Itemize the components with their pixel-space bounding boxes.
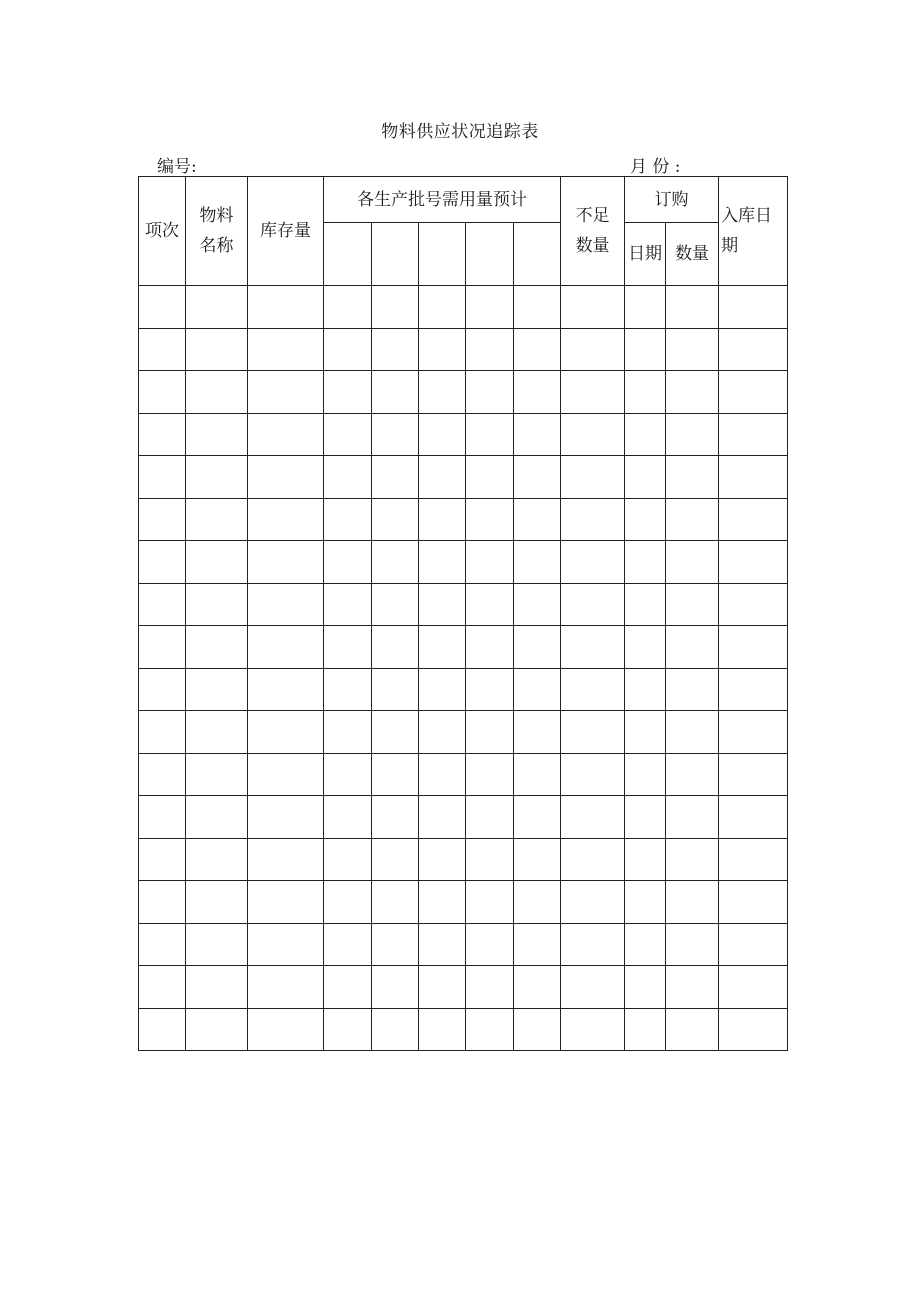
cell-order-qty[interactable] xyxy=(666,541,719,584)
cell-batch-3[interactable] xyxy=(419,753,466,796)
cell-batch-3[interactable] xyxy=(419,881,466,924)
cell-stock[interactable] xyxy=(248,328,324,371)
cell-batch-4[interactable] xyxy=(466,923,514,966)
cell-item-no[interactable] xyxy=(139,796,186,839)
cell-batch-5[interactable] xyxy=(514,668,561,711)
cell-batch-5[interactable] xyxy=(514,711,561,754)
cell-arrival-date[interactable] xyxy=(719,711,788,754)
cell-material-name[interactable] xyxy=(186,838,248,881)
cell-batch-3[interactable] xyxy=(419,966,466,1009)
table-row xyxy=(139,881,788,924)
cell-shortage[interactable] xyxy=(561,923,625,966)
cell-shortage[interactable] xyxy=(561,668,625,711)
cell-batch-4[interactable] xyxy=(466,583,514,626)
header-batch-3 xyxy=(419,223,466,286)
cell-batch-2[interactable] xyxy=(372,1008,419,1051)
cell-batch-1[interactable] xyxy=(324,753,372,796)
cell-batch-4[interactable] xyxy=(466,541,514,584)
header-shortage xyxy=(561,177,625,286)
cell-batch-3[interactable] xyxy=(419,668,466,711)
cell-order-date[interactable] xyxy=(625,711,666,754)
cell-batch-2[interactable] xyxy=(372,286,419,329)
cell-batch-1[interactable] xyxy=(324,583,372,626)
cell-shortage[interactable] xyxy=(561,753,625,796)
table-row xyxy=(139,753,788,796)
cell-item-no[interactable] xyxy=(139,583,186,626)
table-row xyxy=(139,286,788,329)
cell-material-name[interactable] xyxy=(186,456,248,499)
cell-shortage[interactable] xyxy=(561,498,625,541)
cell-batch-2[interactable] xyxy=(372,838,419,881)
cell-order-qty[interactable] xyxy=(666,583,719,626)
cell-order-date[interactable] xyxy=(625,413,666,456)
table-row xyxy=(139,583,788,626)
header-arrival-date-line2: 期 xyxy=(721,236,739,256)
cell-batch-2[interactable] xyxy=(372,541,419,584)
cell-arrival-date[interactable] xyxy=(719,498,788,541)
cell-shortage[interactable] xyxy=(561,328,625,371)
cell-item-no[interactable] xyxy=(139,328,186,371)
cell-item-no[interactable] xyxy=(139,626,186,669)
cell-shortage[interactable] xyxy=(561,456,625,499)
month-field xyxy=(630,152,701,177)
cell-arrival-date[interactable] xyxy=(719,668,788,711)
cell-batch-4[interactable] xyxy=(466,286,514,329)
cell-order-date[interactable] xyxy=(625,371,666,414)
header-material-name-line1: 物料 xyxy=(199,206,234,226)
cell-stock[interactable] xyxy=(248,498,324,541)
header-order-qty: 数量 xyxy=(666,223,719,286)
cell-arrival-date[interactable] xyxy=(719,838,788,881)
cell-batch-4[interactable] xyxy=(466,328,514,371)
document-title: 物料供应状况追踪表 xyxy=(381,122,539,142)
cell-shortage[interactable] xyxy=(561,541,625,584)
table-row xyxy=(139,1008,788,1051)
cell-batch-1[interactable] xyxy=(324,413,372,456)
cell-shortage[interactable] xyxy=(561,626,625,669)
cell-batch-5[interactable] xyxy=(514,541,561,584)
table-row xyxy=(139,966,788,1009)
cell-batch-2[interactable] xyxy=(372,753,419,796)
cell-batch-1[interactable] xyxy=(324,371,372,414)
table-row xyxy=(139,796,788,839)
cell-material-name[interactable] xyxy=(186,541,248,584)
cell-batch-3[interactable] xyxy=(419,541,466,584)
table-row xyxy=(139,498,788,541)
cell-item-no[interactable] xyxy=(139,753,186,796)
cell-batch-5[interactable] xyxy=(514,1008,561,1051)
cell-batch-2[interactable] xyxy=(372,583,419,626)
cell-batch-1[interactable] xyxy=(324,668,372,711)
cell-batch-4[interactable] xyxy=(466,456,514,499)
cell-stock[interactable] xyxy=(248,626,324,669)
cell-batch-4[interactable] xyxy=(466,626,514,669)
cell-stock[interactable] xyxy=(248,1008,324,1051)
cell-order-qty[interactable] xyxy=(666,753,719,796)
cell-batch-4[interactable] xyxy=(466,668,514,711)
cell-item-no[interactable] xyxy=(139,541,186,584)
cell-batch-1[interactable] xyxy=(324,456,372,499)
header-stock: 库存量 xyxy=(248,177,324,286)
cell-stock[interactable] xyxy=(248,796,324,839)
cell-batch-2[interactable] xyxy=(372,711,419,754)
cell-order-date[interactable] xyxy=(625,966,666,1009)
cell-item-no[interactable] xyxy=(139,923,186,966)
cell-batch-3[interactable] xyxy=(419,838,466,881)
cell-order-date[interactable] xyxy=(625,881,666,924)
cell-order-qty[interactable] xyxy=(666,881,719,924)
cell-order-qty[interactable] xyxy=(666,796,719,839)
header-material-name-line2: 名称 xyxy=(199,236,234,256)
cell-item-no[interactable] xyxy=(139,711,186,754)
cell-batch-3[interactable] xyxy=(419,626,466,669)
table-row xyxy=(139,328,788,371)
cell-material-name[interactable] xyxy=(186,881,248,924)
cell-batch-1[interactable] xyxy=(324,923,372,966)
cell-item-no[interactable] xyxy=(139,286,186,329)
cell-batch-1[interactable] xyxy=(324,626,372,669)
cell-batch-4[interactable] xyxy=(466,498,514,541)
cell-batch-5[interactable] xyxy=(514,966,561,1009)
cell-material-name[interactable] xyxy=(186,711,248,754)
cell-shortage[interactable] xyxy=(561,583,625,626)
header-item-no: 项次 xyxy=(139,177,186,286)
cell-item-no[interactable] xyxy=(139,371,186,414)
cell-batch-5[interactable] xyxy=(514,796,561,839)
header-batch-4 xyxy=(466,223,514,286)
cell-stock[interactable] xyxy=(248,838,324,881)
table-row xyxy=(139,923,788,966)
cell-material-name[interactable] xyxy=(186,328,248,371)
cell-batch-5[interactable] xyxy=(514,838,561,881)
cell-shortage[interactable] xyxy=(561,371,625,414)
cell-material-name[interactable] xyxy=(186,753,248,796)
cell-material-name[interactable] xyxy=(186,286,248,329)
table-header xyxy=(139,177,788,286)
cell-stock[interactable] xyxy=(248,923,324,966)
cell-batch-1[interactable] xyxy=(324,838,372,881)
cell-order-date[interactable] xyxy=(625,498,666,541)
cell-stock[interactable] xyxy=(248,541,324,584)
cell-order-date[interactable] xyxy=(625,923,666,966)
cell-order-qty[interactable] xyxy=(666,371,719,414)
cell-arrival-date[interactable] xyxy=(719,923,788,966)
cell-batch-3[interactable] xyxy=(419,583,466,626)
cell-material-name[interactable] xyxy=(186,966,248,1009)
table-row xyxy=(139,838,788,881)
cell-batch-3[interactable] xyxy=(419,413,466,456)
cell-shortage[interactable] xyxy=(561,286,625,329)
cell-stock[interactable] xyxy=(248,371,324,414)
cell-batch-5[interactable] xyxy=(514,328,561,371)
header-arrival-date xyxy=(719,177,788,286)
cell-batch-2[interactable] xyxy=(372,796,419,839)
cell-batch-5[interactable] xyxy=(514,881,561,924)
cell-material-name[interactable] xyxy=(186,923,248,966)
cell-arrival-date[interactable] xyxy=(719,796,788,839)
table-row xyxy=(139,371,788,414)
cell-batch-2[interactable] xyxy=(372,626,419,669)
cell-order-qty[interactable] xyxy=(666,286,719,329)
header-batch-5 xyxy=(514,223,561,286)
cell-batch-3[interactable] xyxy=(419,328,466,371)
cell-batch-3[interactable] xyxy=(419,498,466,541)
header-order-date: 日期 xyxy=(625,223,666,286)
cell-arrival-date[interactable] xyxy=(719,541,788,584)
header-batch-demand: 各生产批号需用量预计 xyxy=(324,177,561,223)
cell-arrival-date[interactable] xyxy=(719,881,788,924)
cell-batch-5[interactable] xyxy=(514,583,561,626)
cell-order-qty[interactable] xyxy=(666,456,719,499)
cell-batch-4[interactable] xyxy=(466,371,514,414)
cell-arrival-date[interactable] xyxy=(719,413,788,456)
table-row xyxy=(139,456,788,499)
cell-item-no[interactable] xyxy=(139,966,186,1009)
cell-arrival-date[interactable] xyxy=(719,966,788,1009)
material-tracking-table xyxy=(138,176,788,1051)
cell-order-qty[interactable] xyxy=(666,668,719,711)
cell-material-name[interactable] xyxy=(186,583,248,626)
cell-stock[interactable] xyxy=(248,413,324,456)
cell-arrival-date[interactable] xyxy=(719,456,788,499)
cell-batch-4[interactable] xyxy=(466,966,514,1009)
cell-batch-3[interactable] xyxy=(419,1008,466,1051)
cell-item-no[interactable] xyxy=(139,838,186,881)
cell-batch-5[interactable] xyxy=(514,286,561,329)
month-label: 月 份 : xyxy=(630,157,681,177)
cell-batch-4[interactable] xyxy=(466,881,514,924)
cell-order-qty[interactable] xyxy=(666,498,719,541)
cell-batch-1[interactable] xyxy=(324,711,372,754)
cell-stock[interactable] xyxy=(248,753,324,796)
header-material-name xyxy=(186,177,248,286)
cell-order-date[interactable] xyxy=(625,626,666,669)
cell-item-no[interactable] xyxy=(139,1008,186,1051)
cell-order-qty[interactable] xyxy=(666,626,719,669)
header-arrival-date-line1: 入库日 xyxy=(721,206,773,226)
cell-shortage[interactable] xyxy=(561,1008,625,1051)
cell-item-no[interactable] xyxy=(139,881,186,924)
cell-arrival-date[interactable] xyxy=(719,753,788,796)
cell-arrival-date[interactable] xyxy=(719,626,788,669)
header-shortage-line1: 不足 xyxy=(575,206,610,226)
table-row xyxy=(139,668,788,711)
cell-shortage[interactable] xyxy=(561,711,625,754)
header-batch-2 xyxy=(372,223,419,286)
cell-batch-5[interactable] xyxy=(514,626,561,669)
cell-order-date[interactable] xyxy=(625,1008,666,1051)
cell-order-date[interactable] xyxy=(625,583,666,626)
cell-order-qty[interactable] xyxy=(666,923,719,966)
cell-item-no[interactable] xyxy=(139,456,186,499)
cell-batch-2[interactable] xyxy=(372,668,419,711)
table-row xyxy=(139,626,788,669)
cell-stock[interactable] xyxy=(248,881,324,924)
cell-batch-1[interactable] xyxy=(324,541,372,584)
cell-batch-5[interactable] xyxy=(514,413,561,456)
cell-batch-1[interactable] xyxy=(324,881,372,924)
cell-shortage[interactable] xyxy=(561,413,625,456)
cell-batch-4[interactable] xyxy=(466,1008,514,1051)
cell-order-date[interactable] xyxy=(625,668,666,711)
table-body xyxy=(139,286,788,1051)
cell-order-qty[interactable] xyxy=(666,413,719,456)
cell-batch-5[interactable] xyxy=(514,498,561,541)
cell-material-name[interactable] xyxy=(186,626,248,669)
cell-arrival-date[interactable] xyxy=(719,328,788,371)
cell-stock[interactable] xyxy=(248,966,324,1009)
cell-order-date[interactable] xyxy=(625,753,666,796)
cell-batch-5[interactable] xyxy=(514,923,561,966)
cell-order-qty[interactable] xyxy=(666,328,719,371)
cell-stock[interactable] xyxy=(248,583,324,626)
cell-order-date[interactable] xyxy=(625,286,666,329)
cell-item-no[interactable] xyxy=(139,668,186,711)
cell-batch-4[interactable] xyxy=(466,796,514,839)
cell-batch-5[interactable] xyxy=(514,456,561,499)
header-batch-1 xyxy=(324,223,372,286)
cell-material-name[interactable] xyxy=(186,1008,248,1051)
cell-order-date[interactable] xyxy=(625,796,666,839)
cell-arrival-date[interactable] xyxy=(719,286,788,329)
cell-batch-2[interactable] xyxy=(372,966,419,1009)
header-order: 订购 xyxy=(625,177,719,223)
cell-batch-2[interactable] xyxy=(372,456,419,499)
cell-stock[interactable] xyxy=(248,286,324,329)
cell-arrival-date[interactable] xyxy=(719,371,788,414)
cell-shortage[interactable] xyxy=(561,796,625,839)
cell-batch-2[interactable] xyxy=(372,371,419,414)
cell-batch-3[interactable] xyxy=(419,456,466,499)
cell-batch-2[interactable] xyxy=(372,923,419,966)
cell-batch-3[interactable] xyxy=(419,371,466,414)
cell-item-no[interactable] xyxy=(139,413,186,456)
cell-order-date[interactable] xyxy=(625,838,666,881)
cell-batch-3[interactable] xyxy=(419,286,466,329)
cell-batch-1[interactable] xyxy=(324,796,372,839)
cell-order-date[interactable] xyxy=(625,328,666,371)
cell-order-date[interactable] xyxy=(625,541,666,584)
table-row xyxy=(139,541,788,584)
cell-stock[interactable] xyxy=(248,668,324,711)
cell-batch-2[interactable] xyxy=(372,881,419,924)
cell-batch-4[interactable] xyxy=(466,838,514,881)
cell-batch-3[interactable] xyxy=(419,923,466,966)
cell-arrival-date[interactable] xyxy=(719,1008,788,1051)
cell-batch-4[interactable] xyxy=(466,753,514,796)
cell-order-qty[interactable] xyxy=(666,1008,719,1051)
cell-batch-2[interactable] xyxy=(372,413,419,456)
cell-batch-1[interactable] xyxy=(324,1008,372,1051)
cell-order-date[interactable] xyxy=(625,456,666,499)
cell-shortage[interactable] xyxy=(561,966,625,1009)
cell-stock[interactable] xyxy=(248,456,324,499)
cell-material-name[interactable] xyxy=(186,796,248,839)
header-shortage-line2: 数量 xyxy=(575,236,610,256)
cell-stock[interactable] xyxy=(248,711,324,754)
cell-order-qty[interactable] xyxy=(666,966,719,1009)
table-row xyxy=(139,413,788,456)
cell-batch-3[interactable] xyxy=(419,711,466,754)
cell-material-name[interactable] xyxy=(186,371,248,414)
cell-batch-4[interactable] xyxy=(466,413,514,456)
number-field xyxy=(157,152,217,177)
cell-order-qty[interactable] xyxy=(666,838,719,881)
cell-batch-2[interactable] xyxy=(372,498,419,541)
cell-shortage[interactable] xyxy=(561,881,625,924)
number-label: 编号: xyxy=(157,157,197,177)
cell-batch-4[interactable] xyxy=(466,711,514,754)
cell-batch-1[interactable] xyxy=(324,328,372,371)
cell-batch-2[interactable] xyxy=(372,328,419,371)
table-row xyxy=(139,711,788,754)
cell-batch-1[interactable] xyxy=(324,966,372,1009)
cell-batch-5[interactable] xyxy=(514,753,561,796)
cell-batch-5[interactable] xyxy=(514,371,561,414)
cell-material-name[interactable] xyxy=(186,498,248,541)
cell-arrival-date[interactable] xyxy=(719,583,788,626)
cell-material-name[interactable] xyxy=(186,668,248,711)
cell-order-qty[interactable] xyxy=(666,711,719,754)
cell-batch-1[interactable] xyxy=(324,286,372,329)
cell-item-no[interactable] xyxy=(139,498,186,541)
cell-material-name[interactable] xyxy=(186,413,248,456)
cell-batch-3[interactable] xyxy=(419,796,466,839)
cell-shortage[interactable] xyxy=(561,838,625,881)
cell-batch-1[interactable] xyxy=(324,498,372,541)
